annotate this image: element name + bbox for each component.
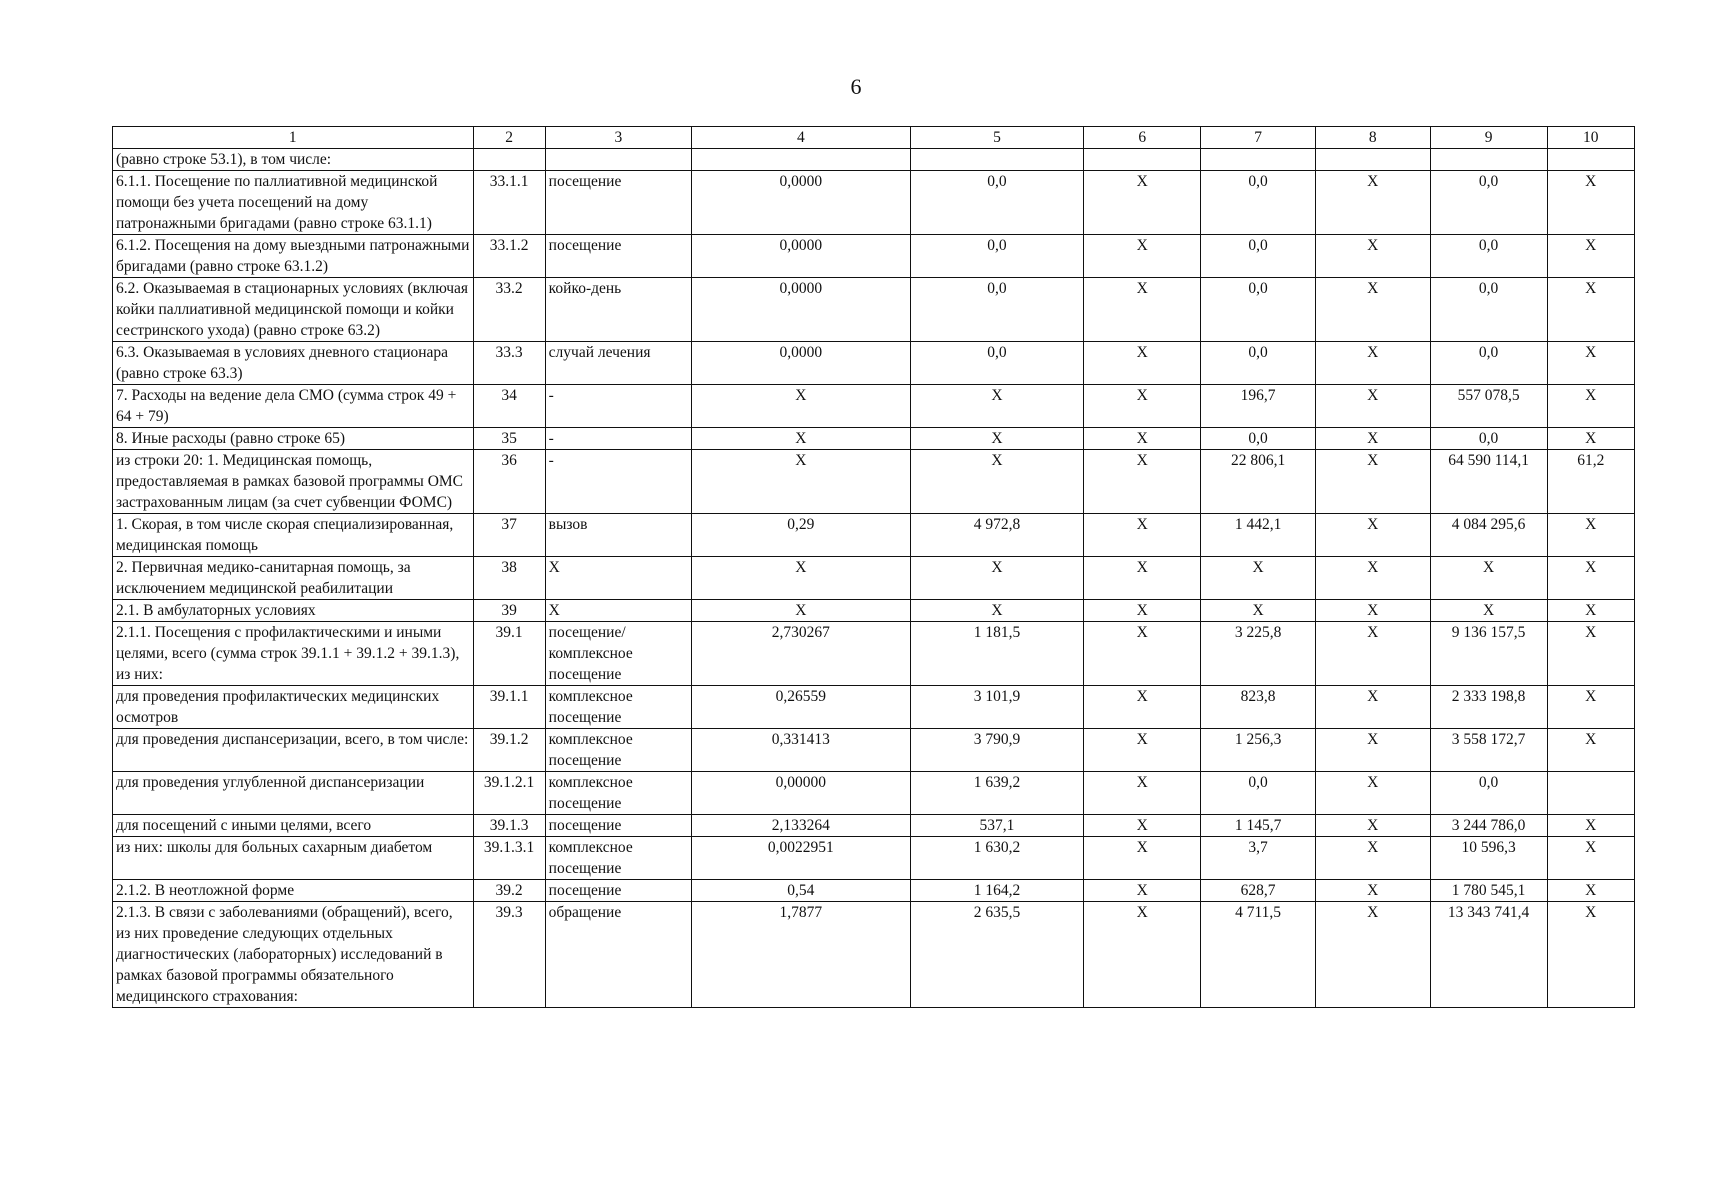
table-cell: 2 333 198,8 bbox=[1430, 686, 1547, 729]
table-cell: X bbox=[1084, 450, 1201, 514]
table-cell: 1 164,2 bbox=[910, 880, 1084, 902]
table-cell: X bbox=[1084, 686, 1201, 729]
table-cell: 3 790,9 bbox=[910, 729, 1084, 772]
table-cell: случай лечения bbox=[545, 342, 691, 385]
table-cell: 3,7 bbox=[1201, 837, 1316, 880]
table-cell: - bbox=[545, 450, 691, 514]
table-cell: X bbox=[1547, 686, 1634, 729]
table-cell: 39 bbox=[473, 600, 545, 622]
table-cell: комплексное посещение bbox=[545, 729, 691, 772]
table-cell bbox=[1201, 149, 1316, 171]
table-cell: (равно строке 53.1), в том числе: bbox=[113, 149, 474, 171]
table-cell: 37 bbox=[473, 514, 545, 557]
table-cell: X bbox=[1315, 557, 1430, 600]
table-row bbox=[113, 729, 1635, 772]
table-cell: 0,0022951 bbox=[692, 837, 911, 880]
table-cell: для проведения углубленной диспансеризации bbox=[113, 772, 474, 815]
table-cell: X bbox=[1084, 557, 1201, 600]
column-header: 8 bbox=[1315, 127, 1430, 149]
table-cell: X bbox=[1547, 235, 1634, 278]
table-cell: из строки 20: 1. Медицинская помощь, предоставляемая в рамках базовой программы ОМС застрахованным лицам (за счет субвенции ФОМС) bbox=[113, 450, 474, 514]
table-cell: 39.1.1 bbox=[473, 686, 545, 729]
table-cell: 2 635,5 bbox=[910, 902, 1084, 1008]
table-cell: 0,0000 bbox=[692, 278, 911, 342]
table-cell: X bbox=[1315, 278, 1430, 342]
table-cell bbox=[1547, 149, 1634, 171]
table-cell: 2.1.2. В неотложной форме bbox=[113, 880, 474, 902]
table-cell: 10 596,3 bbox=[1430, 837, 1547, 880]
table-cell: посещение bbox=[545, 815, 691, 837]
table-cell: 13 343 741,4 bbox=[1430, 902, 1547, 1008]
table-cell: X bbox=[910, 600, 1084, 622]
table-cell: посещение bbox=[545, 171, 691, 235]
table-row bbox=[113, 902, 1635, 1008]
column-header: 5 bbox=[910, 127, 1084, 149]
page-number: 6 bbox=[850, 74, 862, 99]
table-cell: 39.1.3.1 bbox=[473, 837, 545, 880]
header-row bbox=[113, 127, 1635, 149]
table-cell: 1 780 545,1 bbox=[1430, 880, 1547, 902]
column-header: 3 bbox=[545, 127, 691, 149]
table-row bbox=[113, 880, 1635, 902]
table-cell: X bbox=[1547, 902, 1634, 1008]
table-cell: X bbox=[1547, 171, 1634, 235]
table-cell: X bbox=[1547, 342, 1634, 385]
table-cell: 0,331413 bbox=[692, 729, 911, 772]
table-cell: 4 972,8 bbox=[910, 514, 1084, 557]
table-row bbox=[113, 385, 1635, 428]
table-cell: посещение bbox=[545, 880, 691, 902]
table-cell: X bbox=[1315, 600, 1430, 622]
table-cell: вызов bbox=[545, 514, 691, 557]
table-row bbox=[113, 428, 1635, 450]
table-cell: X bbox=[1084, 428, 1201, 450]
table-cell: 6.1.1. Посещение по паллиативной медицинской помощи без учета посещений на дому патронажными бригадами (равно строке 63.1.1) bbox=[113, 171, 474, 235]
table-cell: 0,0000 bbox=[692, 342, 911, 385]
table-cell: X bbox=[1315, 171, 1430, 235]
table-cell: 3 244 786,0 bbox=[1430, 815, 1547, 837]
table-cell: 33.3 bbox=[473, 342, 545, 385]
table-cell: X bbox=[1315, 428, 1430, 450]
table-cell bbox=[1430, 149, 1547, 171]
table-cell: X bbox=[1547, 428, 1634, 450]
table-cell: 2.1.3. В связи с заболеваниями (обращений), всего, из них проведение следующих отдельных диагностических (лабораторных) исследований в рамках базовой программы обязательного медицинского страхования: bbox=[113, 902, 474, 1008]
table-cell bbox=[910, 149, 1084, 171]
table-cell: X bbox=[1315, 902, 1430, 1008]
table-cell: 0,0 bbox=[910, 342, 1084, 385]
table-cell: X bbox=[692, 428, 911, 450]
table-cell: 7. Расходы на ведение дела СМО (сумма строк 49 + 64 + 79) bbox=[113, 385, 474, 428]
table-cell: X bbox=[1547, 880, 1634, 902]
table-cell: X bbox=[1084, 772, 1201, 815]
table-cell: 0,0 bbox=[1201, 235, 1316, 278]
table-cell: комплексное посещение bbox=[545, 837, 691, 880]
table-cell: X bbox=[1547, 622, 1634, 686]
column-header: 10 bbox=[1547, 127, 1634, 149]
table-cell: X bbox=[1084, 815, 1201, 837]
table-cell: X bbox=[1084, 600, 1201, 622]
table-cell: X bbox=[910, 557, 1084, 600]
table-cell: 0,0000 bbox=[692, 171, 911, 235]
table-cell bbox=[692, 149, 911, 171]
table-cell: 1 145,7 bbox=[1201, 815, 1316, 837]
column-header: 1 bbox=[113, 127, 474, 149]
table-cell: X bbox=[1201, 600, 1316, 622]
table-row bbox=[113, 772, 1635, 815]
table-row bbox=[113, 600, 1635, 622]
table-cell: 557 078,5 bbox=[1430, 385, 1547, 428]
table-cell: 0,26559 bbox=[692, 686, 911, 729]
table-row bbox=[113, 149, 1635, 171]
table-cell: X bbox=[1084, 514, 1201, 557]
table-cell: 22 806,1 bbox=[1201, 450, 1316, 514]
table-row bbox=[113, 815, 1635, 837]
table-cell: 0,0 bbox=[1430, 342, 1547, 385]
table-cell: 3 558 172,7 bbox=[1430, 729, 1547, 772]
table-row bbox=[113, 235, 1635, 278]
table-cell: 4 084 295,6 bbox=[1430, 514, 1547, 557]
table-cell: X bbox=[1547, 815, 1634, 837]
table-cell: X bbox=[1084, 729, 1201, 772]
table-cell: X bbox=[1315, 729, 1430, 772]
table-cell: X bbox=[1315, 622, 1430, 686]
table-row bbox=[113, 622, 1635, 686]
table-cell: 1 256,3 bbox=[1201, 729, 1316, 772]
table-cell: X bbox=[545, 557, 691, 600]
table-cell: X bbox=[1084, 171, 1201, 235]
table-cell: X bbox=[1547, 600, 1634, 622]
table-cell: 0,0 bbox=[1430, 171, 1547, 235]
table-cell: X bbox=[1315, 235, 1430, 278]
table-cell: X bbox=[1084, 880, 1201, 902]
table-cell: 1. Скорая, в том числе скорая специализированная, медицинская помощь bbox=[113, 514, 474, 557]
table-cell: X bbox=[1315, 686, 1430, 729]
table-cell: 6.3. Оказываемая в условиях дневного стационара (равно строке 63.3) bbox=[113, 342, 474, 385]
table-cell: X bbox=[545, 600, 691, 622]
table-cell: 0,0 bbox=[1201, 772, 1316, 815]
table-cell: 39.1.2 bbox=[473, 729, 545, 772]
table-row bbox=[113, 450, 1635, 514]
table-cell: 39.1.2.1 bbox=[473, 772, 545, 815]
table-cell: X bbox=[1084, 902, 1201, 1008]
table-cell: 33.2 bbox=[473, 278, 545, 342]
table-cell: 0,54 bbox=[692, 880, 911, 902]
table-cell: посещение bbox=[545, 235, 691, 278]
table-cell: 2. Первичная медико-санитарная помощь, за исключением медицинской реабилитации bbox=[113, 557, 474, 600]
table-cell: X bbox=[1084, 342, 1201, 385]
table-cell: X bbox=[1315, 514, 1430, 557]
table-cell: X bbox=[692, 557, 911, 600]
table-cell: X bbox=[1430, 600, 1547, 622]
table-cell: 196,7 bbox=[1201, 385, 1316, 428]
table-cell: X bbox=[692, 600, 911, 622]
table-cell: X bbox=[692, 385, 911, 428]
table-cell: 3 101,9 bbox=[910, 686, 1084, 729]
table-cell: 1 639,2 bbox=[910, 772, 1084, 815]
table-row bbox=[113, 686, 1635, 729]
table-cell: 2.1.1. Посещения с профилактическими и иными целями, всего (сумма строк 39.1.1 + 39.1.2 + 39.1.3), из них: bbox=[113, 622, 474, 686]
table-cell: X bbox=[1547, 278, 1634, 342]
table-cell: X bbox=[1315, 880, 1430, 902]
table-cell: 1,7877 bbox=[692, 902, 911, 1008]
table-cell: 537,1 bbox=[910, 815, 1084, 837]
table-cell: X bbox=[1084, 385, 1201, 428]
table-cell bbox=[1547, 772, 1634, 815]
table-cell: 0,00000 bbox=[692, 772, 911, 815]
table-cell: 0,0000 bbox=[692, 235, 911, 278]
table-cell bbox=[1315, 149, 1430, 171]
table-cell: 3 225,8 bbox=[1201, 622, 1316, 686]
table-cell: 0,0 bbox=[910, 278, 1084, 342]
table-cell: 39.1.3 bbox=[473, 815, 545, 837]
table-cell: X bbox=[910, 450, 1084, 514]
table-cell: X bbox=[1547, 557, 1634, 600]
table-cell: 39.3 bbox=[473, 902, 545, 1008]
table-cell: 1 181,5 bbox=[910, 622, 1084, 686]
table-cell: 33.1.2 bbox=[473, 235, 545, 278]
table-cell: X bbox=[1315, 815, 1430, 837]
data-table bbox=[112, 126, 1635, 1008]
table-cell: для проведения профилактических медицинских осмотров bbox=[113, 686, 474, 729]
table-cell: X bbox=[692, 450, 911, 514]
table-cell: X bbox=[1201, 557, 1316, 600]
table-cell: 6.2. Оказываемая в стационарных условиях (включая койки паллиативной медицинской помощи и койки сестринского ухода) (равно строке 63.2) bbox=[113, 278, 474, 342]
table-row bbox=[113, 557, 1635, 600]
table-cell bbox=[1084, 149, 1201, 171]
table-cell: 0,0 bbox=[1201, 278, 1316, 342]
table-cell: 39.2 bbox=[473, 880, 545, 902]
table-cell: X bbox=[1315, 450, 1430, 514]
column-header: 7 bbox=[1201, 127, 1316, 149]
table-cell bbox=[473, 149, 545, 171]
table-cell: X bbox=[910, 385, 1084, 428]
table-cell: X bbox=[1315, 385, 1430, 428]
table-cell: X bbox=[1084, 278, 1201, 342]
table-cell: X bbox=[1084, 837, 1201, 880]
table-cell: 1 442,1 bbox=[1201, 514, 1316, 557]
column-header: 6 bbox=[1084, 127, 1201, 149]
table-cell: 0,29 bbox=[692, 514, 911, 557]
table-cell: 823,8 bbox=[1201, 686, 1316, 729]
table-cell: 4 711,5 bbox=[1201, 902, 1316, 1008]
table-cell: комплексное посещение bbox=[545, 772, 691, 815]
column-header: 2 bbox=[473, 127, 545, 149]
column-header: 4 bbox=[692, 127, 911, 149]
table-cell: 39.1 bbox=[473, 622, 545, 686]
table-row bbox=[113, 342, 1635, 385]
table-cell: 1 630,2 bbox=[910, 837, 1084, 880]
table-cell: 2,133264 bbox=[692, 815, 911, 837]
table-cell: 628,7 bbox=[1201, 880, 1316, 902]
table-cell bbox=[545, 149, 691, 171]
table-cell: 6.1.2. Посещения на дому выездными патронажными бригадами (равно строке 63.1.2) bbox=[113, 235, 474, 278]
table-cell: X bbox=[1547, 385, 1634, 428]
table-cell: 0,0 bbox=[1430, 772, 1547, 815]
table-cell: X bbox=[1430, 557, 1547, 600]
table-cell: 64 590 114,1 bbox=[1430, 450, 1547, 514]
table-cell: X bbox=[1315, 837, 1430, 880]
table-cell: X bbox=[1547, 837, 1634, 880]
table-cell: X bbox=[1084, 622, 1201, 686]
table-cell: 0,0 bbox=[910, 171, 1084, 235]
column-header: 9 bbox=[1430, 127, 1547, 149]
table-cell: посещение/ комплексное посещение bbox=[545, 622, 691, 686]
table-cell: 8. Иные расходы (равно строке 65) bbox=[113, 428, 474, 450]
table-cell: комплексное посещение bbox=[545, 686, 691, 729]
table-cell: 0,0 bbox=[1430, 278, 1547, 342]
table-row bbox=[113, 171, 1635, 235]
table-cell: для посещений с иными целями, всего bbox=[113, 815, 474, 837]
table-cell: 38 bbox=[473, 557, 545, 600]
table-cell: 36 bbox=[473, 450, 545, 514]
table-body bbox=[113, 149, 1635, 1008]
table-cell: 0,0 bbox=[1430, 235, 1547, 278]
table-cell: обращение bbox=[545, 902, 691, 1008]
table-cell: X bbox=[1315, 342, 1430, 385]
table-cell: X bbox=[1084, 235, 1201, 278]
table-cell: - bbox=[545, 385, 691, 428]
table-row bbox=[113, 514, 1635, 557]
table-cell: X bbox=[1547, 729, 1634, 772]
table-cell: 0,0 bbox=[1201, 428, 1316, 450]
table-cell: 33.1.1 bbox=[473, 171, 545, 235]
table-row bbox=[113, 837, 1635, 880]
table-cell: 0,0 bbox=[1201, 171, 1316, 235]
table-cell: 34 bbox=[473, 385, 545, 428]
table-cell: 0,0 bbox=[910, 235, 1084, 278]
table-cell: койко-день bbox=[545, 278, 691, 342]
table-row bbox=[113, 278, 1635, 342]
table-cell: из них: школы для больных сахарным диабетом bbox=[113, 837, 474, 880]
table-cell: 9 136 157,5 bbox=[1430, 622, 1547, 686]
table-cell: 61,2 bbox=[1547, 450, 1634, 514]
table-cell: 0,0 bbox=[1201, 342, 1316, 385]
table-cell: 2,730267 bbox=[692, 622, 911, 686]
table-cell: 2.1. В амбулаторных условиях bbox=[113, 600, 474, 622]
table-cell: X bbox=[1315, 772, 1430, 815]
table-cell: для проведения диспансеризации, всего, в том числе: bbox=[113, 729, 474, 772]
table-cell: X bbox=[910, 428, 1084, 450]
table-cell: - bbox=[545, 428, 691, 450]
table-cell: X bbox=[1547, 514, 1634, 557]
table-cell: 35 bbox=[473, 428, 545, 450]
table-cell: 0,0 bbox=[1430, 428, 1547, 450]
